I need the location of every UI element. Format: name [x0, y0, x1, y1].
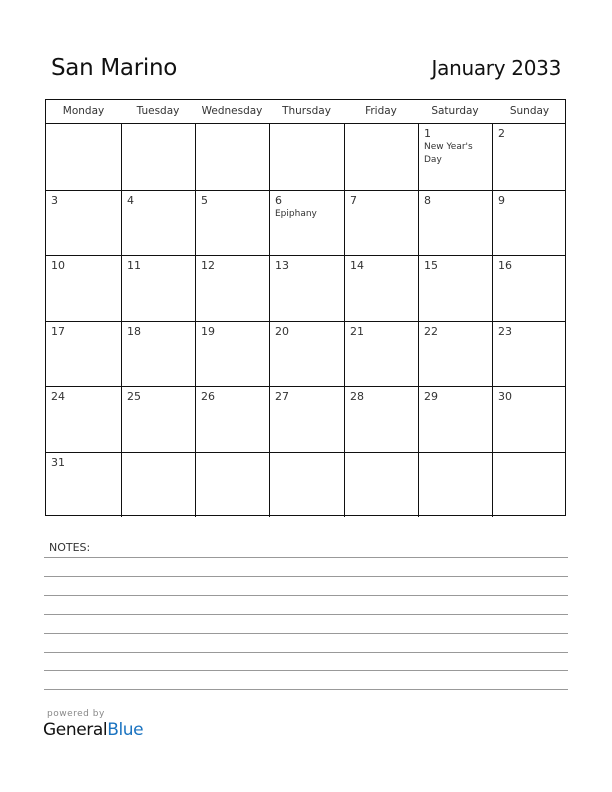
day-cell: [492, 256, 567, 321]
day-number: 2: [498, 127, 505, 140]
day-cell: [195, 322, 269, 387]
notes-line: [44, 689, 568, 690]
day-cell: [344, 124, 418, 190]
day-cell: [121, 256, 195, 321]
week-row: [46, 190, 565, 256]
notes-line: [44, 670, 568, 671]
day-cell: [492, 191, 567, 256]
day-cell: [269, 191, 344, 256]
day-cell: [344, 256, 418, 321]
weekday-header-thursday: Thursday: [282, 105, 331, 117]
day-number: 29: [424, 390, 438, 403]
weekday-header-sunday: Sunday: [509, 105, 550, 117]
notes-line: [44, 576, 568, 577]
day-cell: [195, 387, 269, 452]
day-cell: [492, 124, 567, 190]
day-cell: [418, 124, 492, 190]
day-cell: [418, 322, 492, 387]
day-cell: [121, 453, 195, 518]
weekday-header-tuesday: Tuesday: [136, 105, 180, 117]
week-row: [46, 124, 565, 190]
day-number: 17: [51, 324, 65, 338]
day-cell: [46, 124, 121, 190]
day-cell: [269, 453, 344, 518]
day-cell: [195, 124, 269, 190]
weekday-header-wednesday: Wednesday: [201, 105, 263, 117]
day-number: 31: [51, 455, 65, 469]
day-cell: [344, 191, 418, 256]
day-number: 9: [498, 193, 505, 207]
day-cell: [195, 191, 269, 256]
notes-line: [44, 557, 568, 558]
day-number: 19: [201, 324, 215, 338]
brand-blue: Blue: [107, 720, 144, 740]
day-cell: [195, 256, 269, 321]
day-cell: [418, 191, 492, 256]
notes-line: [44, 633, 568, 634]
brand-general: General: [43, 720, 108, 740]
day-cell: [344, 322, 418, 387]
notes-line: [44, 595, 568, 596]
day-cell: [46, 453, 121, 518]
weekday-header-friday: Friday: [365, 105, 397, 117]
day-number: 18: [127, 324, 141, 338]
day-cell: [195, 453, 269, 518]
day-number: 26: [201, 390, 215, 403]
weekday-header-row: [46, 100, 565, 124]
notes-label: NOTES:: [49, 541, 91, 554]
month-year-title: January 2033: [431, 56, 561, 80]
notes-line: [44, 652, 568, 653]
day-number: 16: [498, 259, 512, 272]
week-row: [46, 255, 565, 321]
day-cell: [418, 387, 492, 452]
day-number: 8: [424, 193, 431, 207]
holiday-label: New Year's Day: [424, 142, 473, 165]
day-number: 30: [498, 390, 512, 403]
day-number: 13: [275, 259, 289, 272]
week-row: [46, 452, 565, 518]
day-number: 6: [275, 193, 282, 207]
day-cell: [269, 256, 344, 321]
day-number: 21: [350, 324, 364, 338]
day-cell: [418, 256, 492, 321]
country-title: San Marino: [51, 55, 178, 81]
day-number: 11: [127, 259, 141, 272]
day-cell: [46, 387, 121, 452]
day-number: 12: [201, 259, 215, 272]
holiday-label: Epiphany: [275, 208, 317, 219]
day-cell: [46, 191, 121, 256]
day-cell: [121, 322, 195, 387]
day-cell: [492, 322, 567, 387]
day-number: 20: [275, 324, 289, 338]
day-number: 14: [350, 259, 364, 272]
day-number: 27: [275, 390, 289, 403]
day-cell: [121, 387, 195, 452]
day-cell: [344, 387, 418, 452]
generalblue-logo: [43, 720, 143, 740]
day-cell: [492, 387, 567, 452]
day-cell: [46, 322, 121, 387]
day-cell: [269, 387, 344, 452]
day-cell: [121, 124, 195, 190]
day-number: 1: [424, 127, 431, 140]
calendar-grid: [45, 99, 566, 516]
day-number: 10: [51, 259, 65, 272]
day-number: 25: [127, 390, 141, 403]
week-row: [46, 386, 565, 452]
day-number: 23: [498, 324, 512, 338]
day-cell: [269, 124, 344, 190]
day-cell: [269, 322, 344, 387]
day-number: 4: [127, 193, 134, 207]
day-number: 22: [424, 324, 438, 338]
day-cell: [492, 453, 567, 518]
day-cell: [418, 453, 492, 518]
day-cell: [46, 256, 121, 321]
week-row: [46, 321, 565, 387]
weekday-header-saturday: Saturday: [431, 105, 479, 117]
day-cell: [344, 453, 418, 518]
powered-by-text: powered by: [47, 709, 105, 719]
day-number: 15: [424, 259, 438, 272]
day-number: 7: [350, 193, 357, 207]
day-number: 28: [350, 390, 364, 403]
day-number: 24: [51, 390, 65, 403]
day-number: 3: [51, 193, 58, 207]
notes-line: [44, 614, 568, 615]
weekday-header-monday: Monday: [62, 105, 105, 117]
day-number: 5: [201, 193, 208, 207]
day-cell: [121, 191, 195, 256]
